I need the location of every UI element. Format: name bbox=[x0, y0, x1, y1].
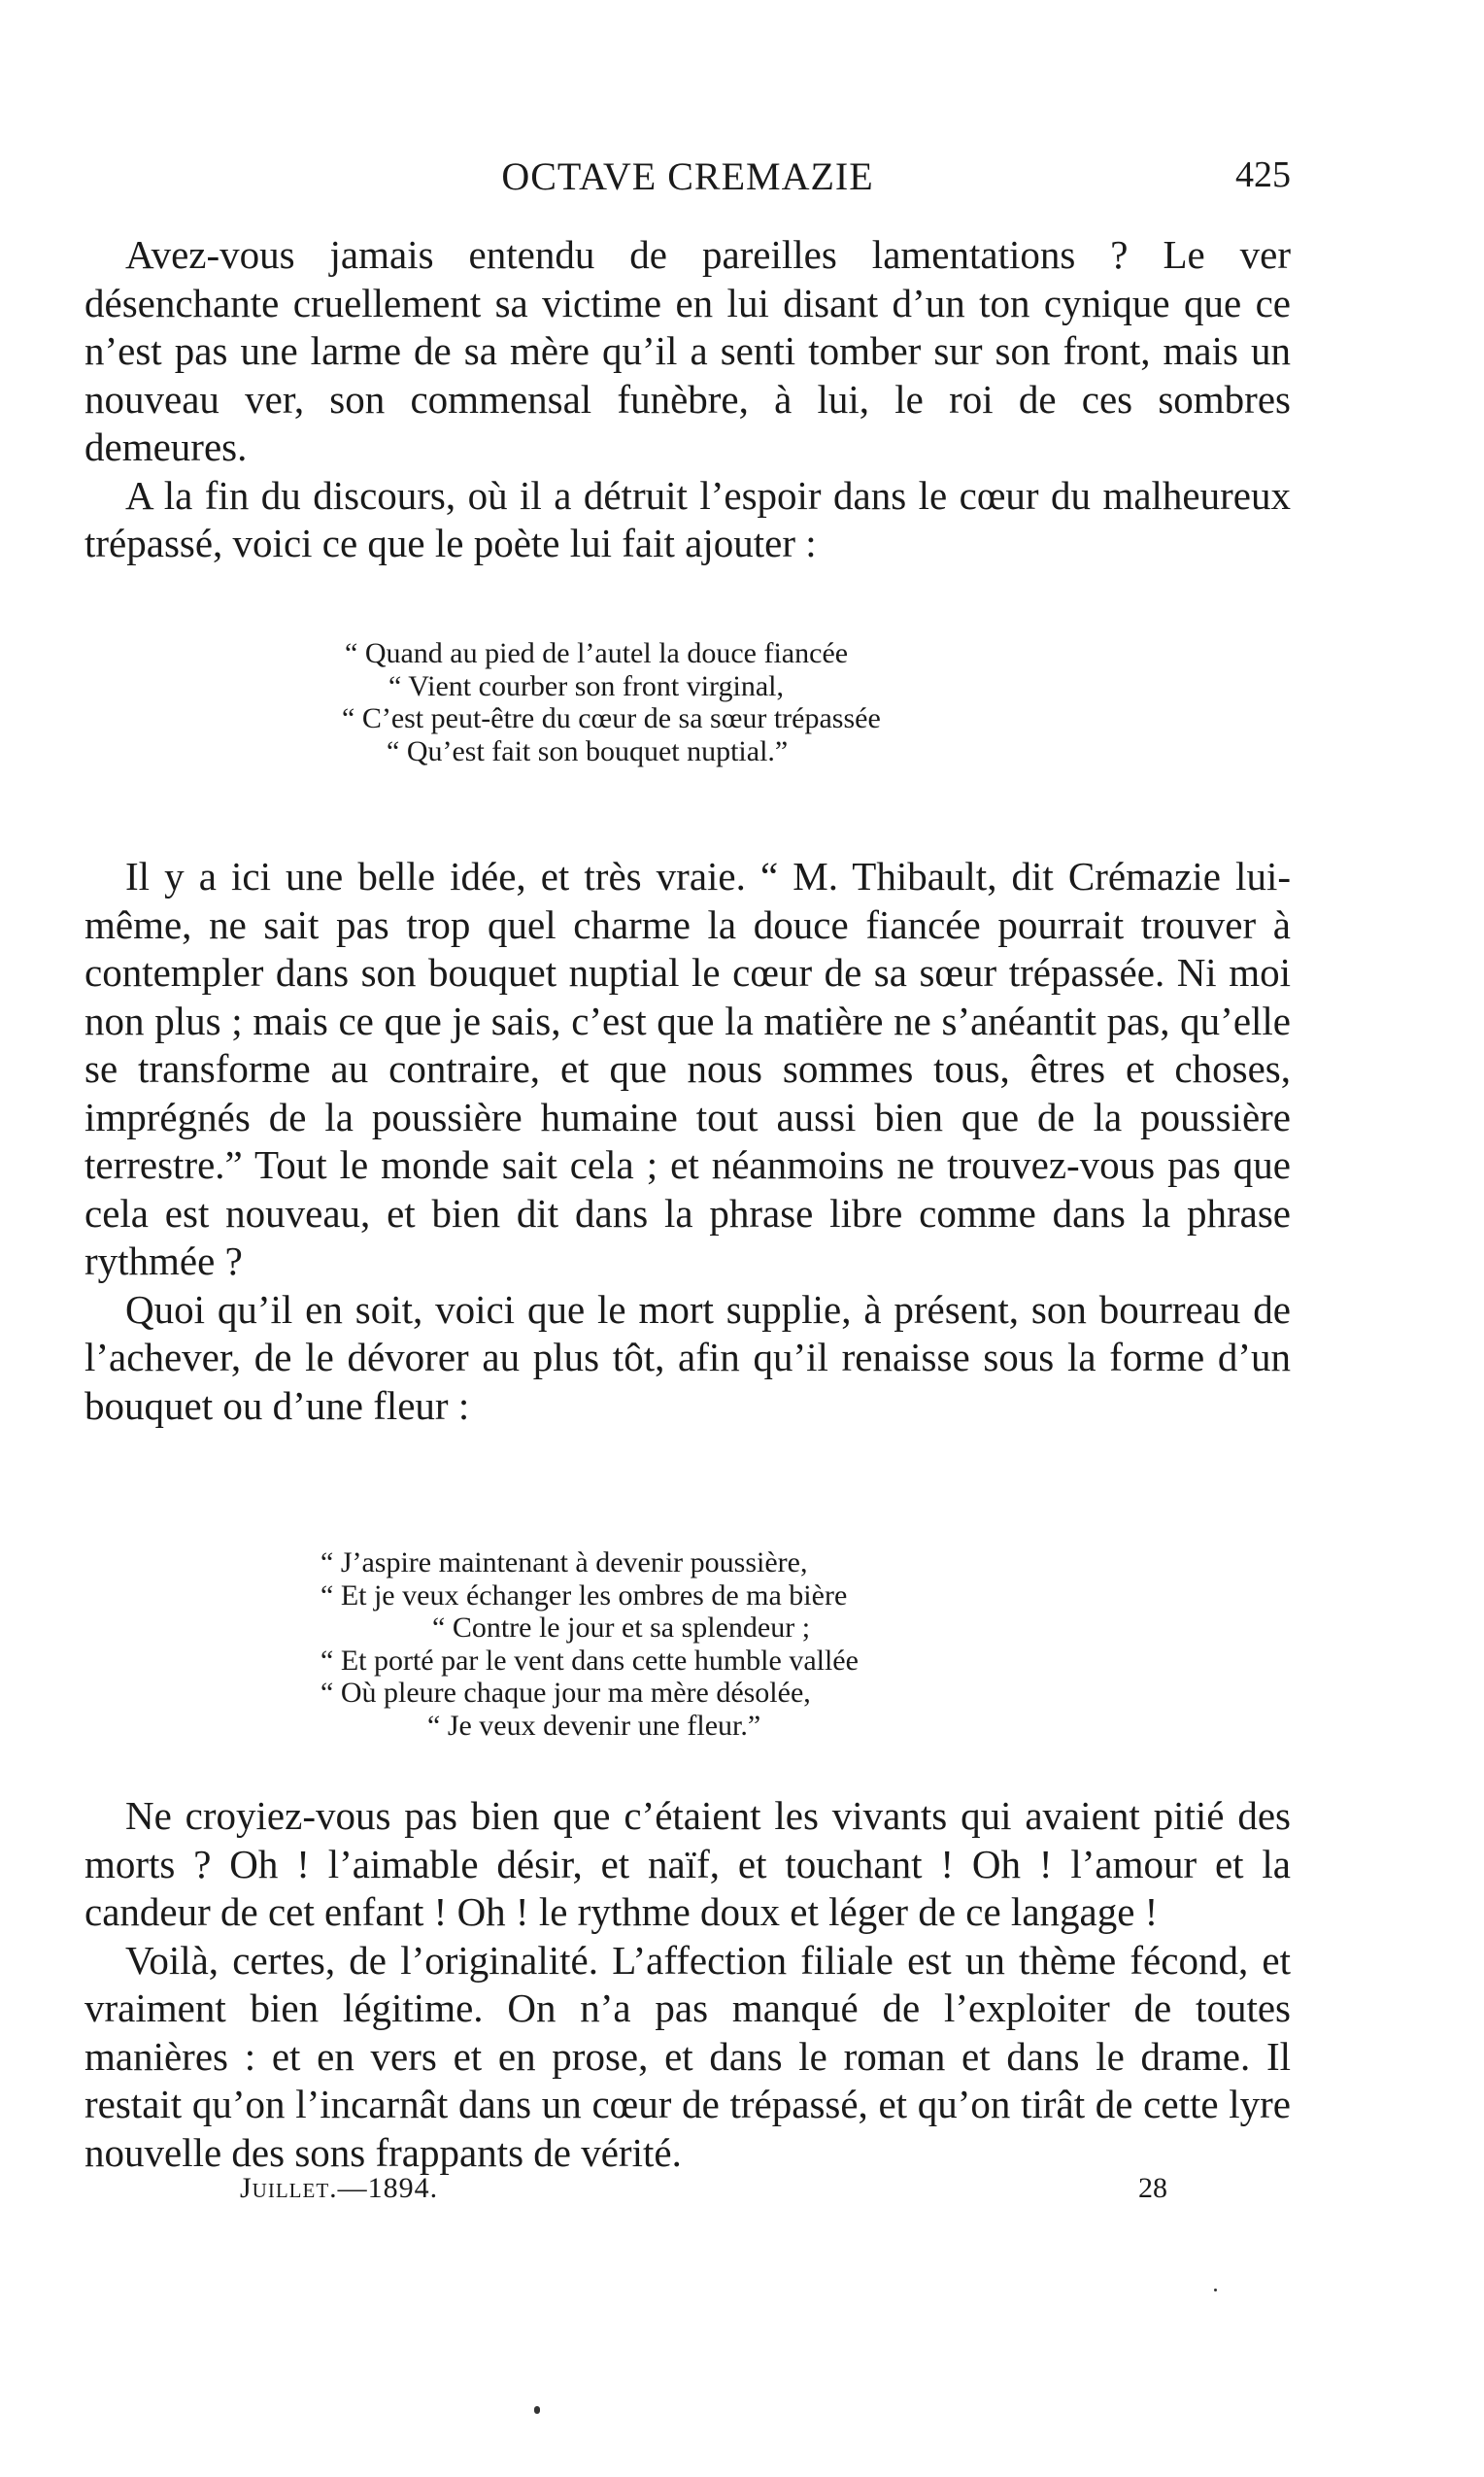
ink-speck bbox=[1214, 2289, 1217, 2291]
paragraph: Quoi qu’il en soit, voici que le mort supplie, à présent, son bourreau de l’achever, de le dévorer au plus tôt, afin qu’il renaisse sous la forme d’un bouquet ou d’une fleur : bbox=[84, 1286, 1291, 1428]
signature-mark: 28 bbox=[1138, 2172, 1167, 2204]
verse-line: “ Contre le jour et sa splendeur ; bbox=[432, 1612, 811, 1644]
text-block-1 bbox=[84, 231, 1291, 568]
page-number: 425 bbox=[1235, 154, 1291, 195]
verse-line: “ J’aspire maintenant à devenir poussière, bbox=[320, 1546, 808, 1578]
verse-line: “ Où pleure chaque jour ma mère désolée, bbox=[320, 1677, 811, 1709]
paragraph: Voilà, certes, de l’originalité. L’affection filiale est un thème fécond, et vraiment bien légitime. On n’a pas manqué de l’exploiter de toutes manières : et en vers et en prose, et dans le roman et dans le drame. Il restait qu’on l’incarnât dans un cœur de trépassé, et qu’on tirât de cette lyre nouvelle des sons frappants de vérité. bbox=[84, 1937, 1291, 2175]
verse-line: “ Vient courber son front virginal, bbox=[388, 669, 784, 702]
verse-line: “ C’est peut-être du cœur de sa sœur trépassée bbox=[342, 702, 881, 734]
paragraph: Ne croyiez-vous pas bien que c’étaient les vivants qui avaient pitié des morts ? Oh ! l’aimable désir, et naïf, et touchant ! Oh ! l’amour et la candeur de cet enfant ! Oh ! le rythme doux et léger de ce langage ! bbox=[84, 1793, 1291, 1934]
verse-quote-2 bbox=[0, 1546, 1484, 1742]
verse-line: “ Je veux devenir une fleur.” bbox=[427, 1709, 761, 1742]
verse-line: “ Qu’est fait son bouquet nuptial.” bbox=[387, 734, 789, 767]
verse-line: “ Et je veux échanger les ombres de ma bière bbox=[320, 1578, 848, 1612]
running-title: OCTAVE CREMAZIE bbox=[501, 154, 874, 198]
text-block-2 bbox=[84, 853, 1291, 1430]
paragraph: Il y a ici une belle idée, et très vraie. “ M. Thibault, dit Crémazie lui-même, ne sait pas trop quel charme la douce fiancée pourrait trouver à contempler dans son bouquet nuptial le cœur de sa sœur trépassée. Ni moi non plus ; mais ce que je sais, c’est que la matière ne s’anéantit pas, qu’elle se transforme au contraire, et que nous sommes tous, êtres et choses, imprégnés de la poussière humaine tout aussi bien que de la poussière terrestre.” Tout le monde sait cela ; et néanmoins ne trouvez-vous pas que cela est nouveau, et bien dit dans la phrase libre comme dans la phrase rythmée ? bbox=[84, 854, 1291, 1283]
page-footer bbox=[84, 2172, 1291, 2211]
issue-date: Juillet.—1894. bbox=[240, 2172, 439, 2204]
paragraph: A la fin du discours, où il a détruit l’espoir dans le cœur du malheureux trépassé, voici ce que le poète lui fait ajouter : bbox=[84, 472, 1291, 565]
paragraph: Avez-vous jamais entendu de pareilles lamentations ? Le ver désenchante cruellement sa victime en lui disant d’un ton cynique que ce n’est pas une larme de sa mère qu’il a senti tomber sur son front, mais un nouveau ver, son commensal funèbre, à lui, le roi de ces sombres demeures. bbox=[84, 232, 1291, 469]
verse-line: “ Et porté par le vent dans cette humble vallée bbox=[320, 1644, 859, 1677]
verse-quote-1 bbox=[0, 637, 1484, 767]
text-block-3 bbox=[84, 1792, 1291, 2177]
page-header bbox=[84, 153, 1291, 202]
ink-speck bbox=[534, 2406, 540, 2414]
verse-line: “ Quand au pied de l’autel la douce fiancée bbox=[345, 637, 849, 669]
